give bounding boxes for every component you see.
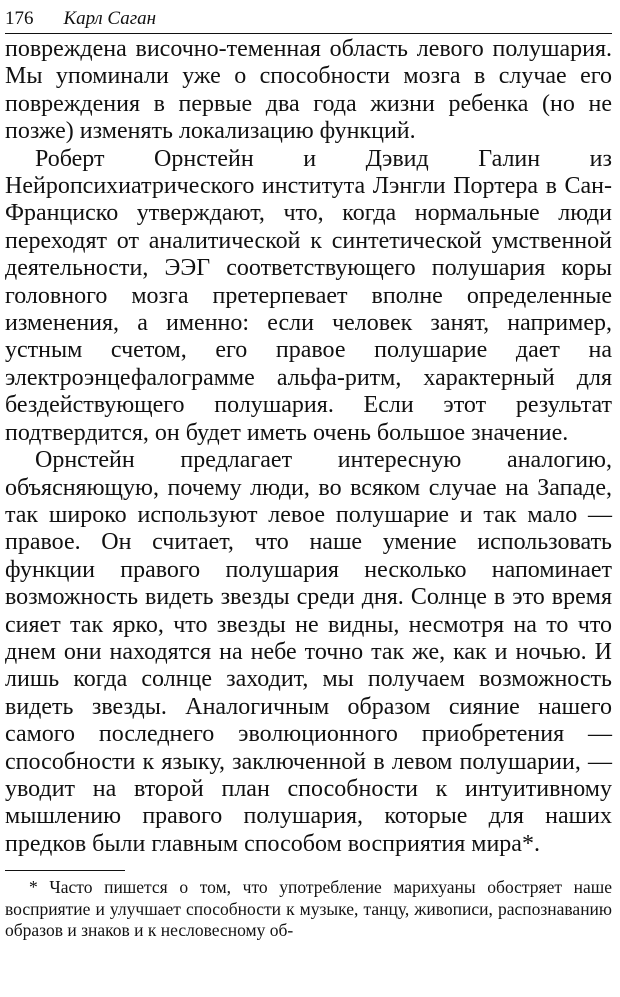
paragraph-analogy: Орнстейн предлагает интересную аналогию, объясняющую, почему люди, во всяком случае на Западе, так широко используют левое полушарие и так мало — правое. Он считает, что наше умение использовать функции правого полушария несколько напоминает возможность видеть звезды среди дня. Солнце в это время сияет так ярко, что звезды не видны, несмотря на то что днем они находятся на небе точно так же, как и ночью. И лишь когда солнце заходит, мы получаем возможность видеть звезды. Аналогичным образом сияние нашего самого последнего эволюционного приобретения — способности к языку, заключенной в левом полушарии, — уводит на второй план способности к интуитивному мышлению правого полушария, которые для наших предков были главным способом восприятия мира*. [5,447,612,857]
paragraph-ornstein-galin: Роберт Орнстейн и Дэвид Галин из Нейропсихиатрического института Лэнгли Портера в Сан-Франциско утверждают, что, когда нормальные люди переходят от аналитической к синтетической умственной деятельности, ЭЭГ соответствующего полушария коры головного мозга претерпевает вполне определенные изменения, а именно: если человек занят, например, устным счетом, его правое полушарие дает на электроэнцефалограмме альфа-ритм, характерный для бездействующего полушария. Если этот результат подтвердится, он будет иметь очень большое значение. [5,145,612,446]
page-number: 176 [5,8,34,29]
footnote: * Часто пишется о том, что употребление марихуаны обостряет наше восприятие и улучшает способности к музыке, танцу, живописи, распознаванию образов и знаков и к несловесному об- [5,877,612,941]
page-header [5,0,612,30]
header-rule [5,33,612,34]
page-body [5,36,612,858]
paragraph-continued: повреждена височно-теменная область левого полушария. Мы упоминали уже о способности мозга в случае его повреждения в первые два года жизни ребенка (но не позже) изменять локализацию функций. [5,36,612,145]
running-title: Карл Саган [63,8,157,29]
footnote-rule [5,870,125,871]
